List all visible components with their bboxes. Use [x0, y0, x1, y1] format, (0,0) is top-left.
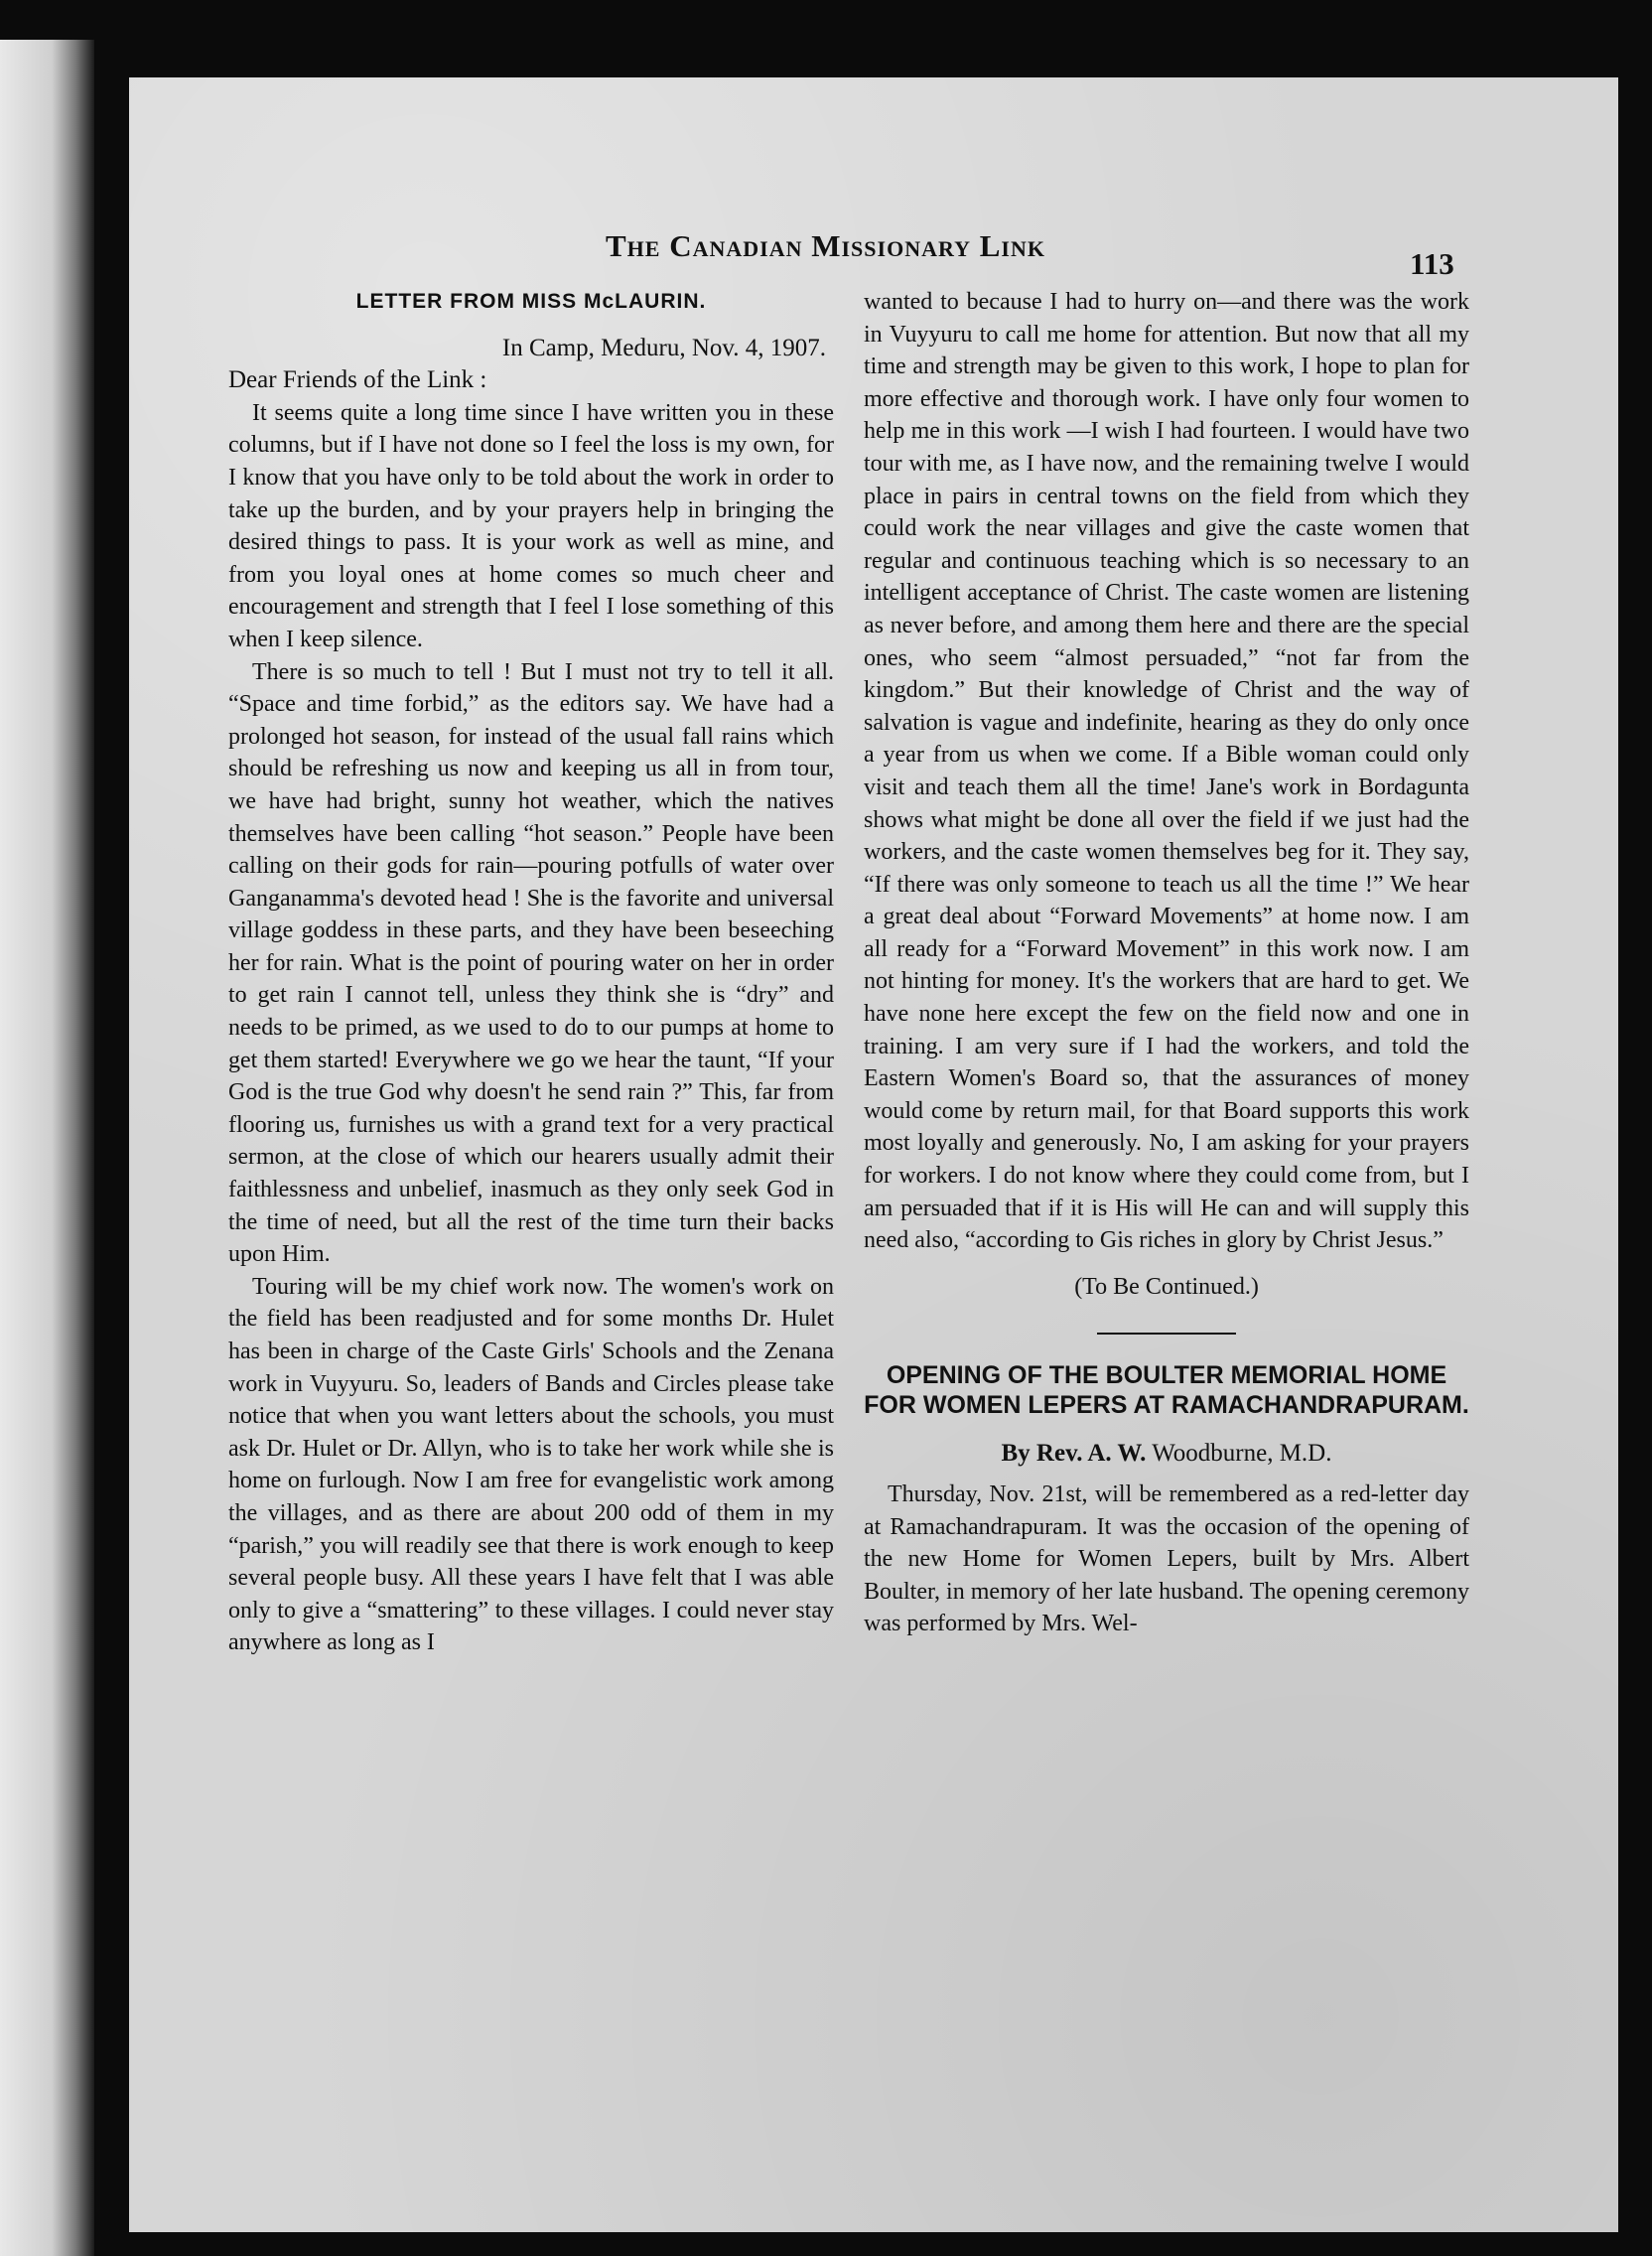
byline-prefix: By Rev. A. W. [1001, 1440, 1147, 1468]
letter-paragraph: It seems quite a long time since I have written you in these columns, but if I have not done so I feel the loss is my own, for I know that you have only to be told about the work in order to take up the burden, and by your prayers help in bringing the desired things to pass. It is your work as well as mine, and from you loyal ones at home comes so much cheer and encouragement and strength that I feel I lose something of this when I keep silence. [228, 399, 834, 652]
letter-salutation: Dear Friends of the Link : [228, 366, 487, 394]
letter-continuation: wanted to because I had to hurry on—and there was the work in Vuyyuru to call me home for attention. But now that all my time and strength may be given to this work, I hope to plan for more effective and thorough work. I have only four women to help me in this work —I wish I had fourteen. I would have two tour with me, as I have now, and the remaining twelve I would place in pairs in central towns on the field from which they could work the near villages and give the caste women that regular and continuous teaching which is so necessary to an intelligent acceptance of Christ. The caste women are listening as never before, and among them here and there are the special ones, who seem “almost persuaded,” “not far from the kingdom.” But their knowledge of Christ and the way of salvation is vague and indefinite, hearing as they do only once a year from us when we come. If a Bible woman could only visit and teach them all the time! Jane's work in Bordagunta shows what might be done all over the field if we just had the workers, and the caste women themselves beg for it. They say, “If there was only someone to teach us all the time !” We hear a great deal about “Forward Movements” at home now. I am all ready for a “Forward Movement” in this work now. I am not hinting for money. It's the workers that are hard to get. We have none here except the few on the field now and one in training. I am very sure if I had the workers, and told the Eastern Women's Board so, that the assurances of money would come by return mail, for that Board supports this work most loyally and generously. No, I am asking for your prayers for workers. I do not know where they could come from, but I am persuaded that if it is His will He can and will supply this need also, “according to Gis riches in glory by Christ Jesus.” [864, 289, 1469, 1254]
article-heading: OPENING OF THE BOULTER MEMORIAL HOME FOR WOMEN LEPERS AT RAMACHANDRAPURAM. [864, 1361, 1469, 1420]
section-divider [1097, 1333, 1236, 1335]
right-column [864, 286, 1469, 1640]
letter-dateline: In Camp, Meduru, Nov. 4, 1907. [501, 334, 826, 361]
left-column [228, 286, 834, 1659]
running-header: The Canadian Missionary Link [606, 228, 1045, 263]
magazine-page [129, 77, 1618, 2232]
byline-name: Woodburne, M.D. [1152, 1440, 1332, 1468]
letter-paragraph: Touring will be my chief work now. The women's work on the field has been readjusted and for some months Dr. Hulet has been in charge of the Caste Girls' Schools and the Zenana work in Vuyyuru. So, leaders of Bands and Circles please take notice that when you want letters about the schools, you must ask Dr. Hulet or Dr. Allyn, who is to take her work while she is home on furlough. Now I am free for evangelistic work among the villages, and as there are about 200 odd of them in my “parish,” you will readily see that there is work enough to keep several people busy. All these years I have felt that I was able only to give a “smattering” to these villages. I could never stay anywhere as long as I [228, 1273, 834, 1656]
to-be-continued-note: (To Be Continued.) [1074, 1273, 1259, 1300]
letter-paragraph: There is so much to tell ! But I must not try to tell it all. “Space and time forbid,” as the editors say. We have had a prolonged hot season, for instead of the usual fall rains which should be refreshing us now and keeping us all in from tour, we have had bright, sunny hot weather, which the natives themselves have been calling “hot season.” People have been calling on their gods for rain—pouring potfulls of water over Ganganamma's devoted head ! She is the favorite and universal village goddess in these parts, and they have been beseeching her for rain. What is the point of pouring water on her in order to get rain I cannot tell, unless they think she is “dry” and needs to be primed, as we used to do to our pumps at home to get them started! Everywhere we go we hear the taunt, “If your God is the true God why doesn't he send rain ?” This, far from flooring us, furnishes us with a grand text for a very practical sermon, at the close of which our hearers usually admit their faithlessness and unbelief, inasmuch as they only seek God in the time of need, but all the rest of the time turn their backs upon Him. [228, 658, 834, 1268]
article-byline [864, 1438, 1469, 1471]
article-paragraph: Thursday, Nov. 21st, will be remembered as a red-letter day at Ramachandrapuram. It was the occasion of the opening of the new Home for Women Lepers, built by Mrs. Albert Boulter, in memory of her late husband. The opening ceremony was performed by Mrs. Wel- [864, 1481, 1469, 1637]
adjacent-page-edge [0, 40, 94, 2256]
page-number: 113 [1410, 246, 1454, 281]
letter-heading: LETTER FROM MISS McLAURIN. [355, 290, 707, 313]
